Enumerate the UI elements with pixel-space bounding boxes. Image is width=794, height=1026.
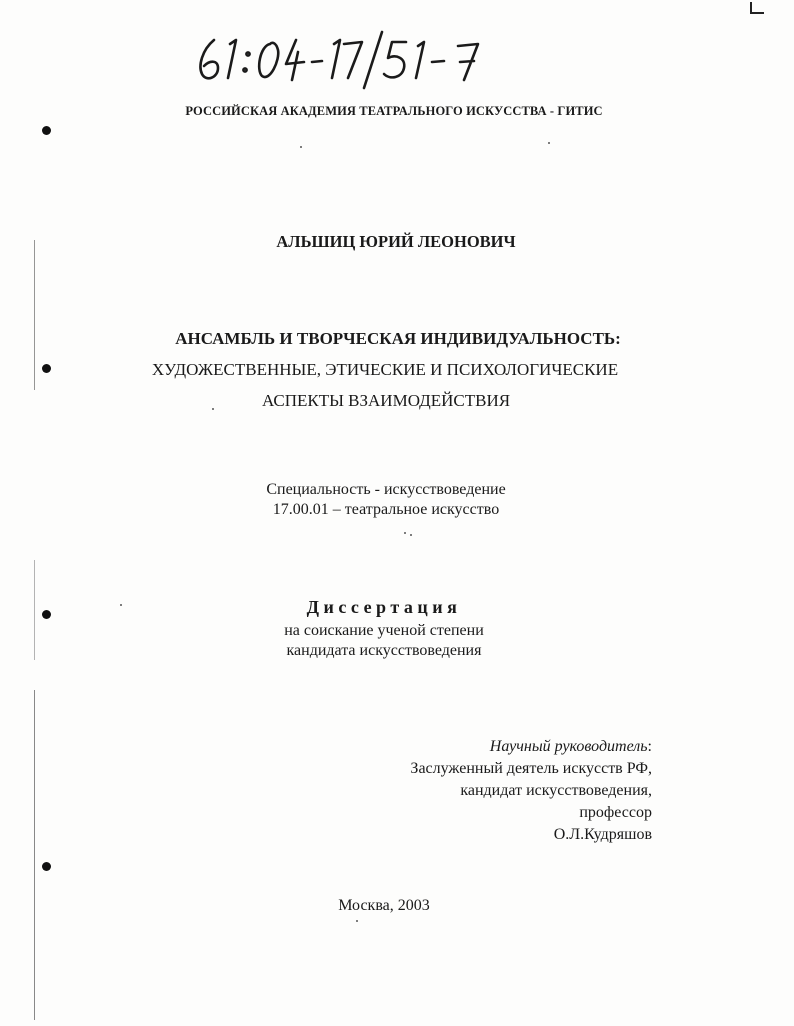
scan-speck bbox=[356, 920, 358, 922]
advisor-title-line-3: профессор bbox=[579, 804, 652, 821]
advisor-role-label: Научный руководитель bbox=[489, 738, 648, 755]
scan-edge-line bbox=[34, 690, 35, 1020]
scan-edge-line bbox=[34, 240, 35, 390]
institution-name: РОССИЙСКАЯ АКАДЕМИЯ ТЕАТРАЛЬНОГО ИСКУССТВА - ГИТИС bbox=[185, 104, 603, 118]
degree-line-1: на соискание ученой степени bbox=[284, 622, 484, 639]
punch-hole bbox=[42, 862, 51, 871]
city-and-year: Москва, 2003 bbox=[338, 897, 430, 914]
specialty-line: Специальность - искусствоведение bbox=[266, 481, 506, 498]
scan-speck bbox=[300, 146, 302, 148]
advisor-name: О.Л.Кудряшов bbox=[553, 826, 652, 843]
punch-hole bbox=[42, 126, 51, 135]
advisor-role-colon: : bbox=[647, 738, 652, 755]
handwriting-image bbox=[192, 30, 512, 90]
specialty-code-line: 17.00.01 – театральное искусство bbox=[272, 501, 500, 518]
scan-speck bbox=[548, 142, 550, 144]
advisor-title-line-2: кандидат искусствоведения, bbox=[460, 782, 652, 799]
punch-hole bbox=[42, 610, 51, 619]
punch-hole bbox=[42, 364, 51, 373]
advisor-title-line-1: Заслуженный деятель искусств РФ, bbox=[410, 760, 652, 777]
degree-line-2: кандидата искусствоведения bbox=[286, 642, 482, 659]
author-name: АЛЬШИЦ ЮРИЙ ЛЕОНОВИЧ bbox=[276, 232, 516, 251]
thesis-title-line-3: АСПЕКТЫ ВЗАИМОДЕЙСТВИЯ bbox=[261, 391, 511, 410]
corner-mark bbox=[750, 2, 764, 14]
scan-speck bbox=[120, 604, 122, 606]
handwritten-registry-number bbox=[192, 30, 512, 90]
thesis-title-line-1: АНСАМБЛЬ И ТВОРЧЕСКАЯ ИНДИВИДУАЛЬНОСТЬ: bbox=[175, 329, 621, 348]
scan-speck bbox=[404, 532, 406, 534]
document-type-heading: Диссертация bbox=[306, 597, 462, 617]
advisor-role bbox=[490, 736, 652, 758]
scan-speck bbox=[410, 534, 412, 536]
thesis-title-line-2: ХУДОЖЕСТВЕННЫЕ, ЭТИЧЕСКИЕ И ПСИХОЛОГИЧЕСКИЕ bbox=[151, 360, 619, 379]
scan-edge-line bbox=[34, 560, 35, 660]
